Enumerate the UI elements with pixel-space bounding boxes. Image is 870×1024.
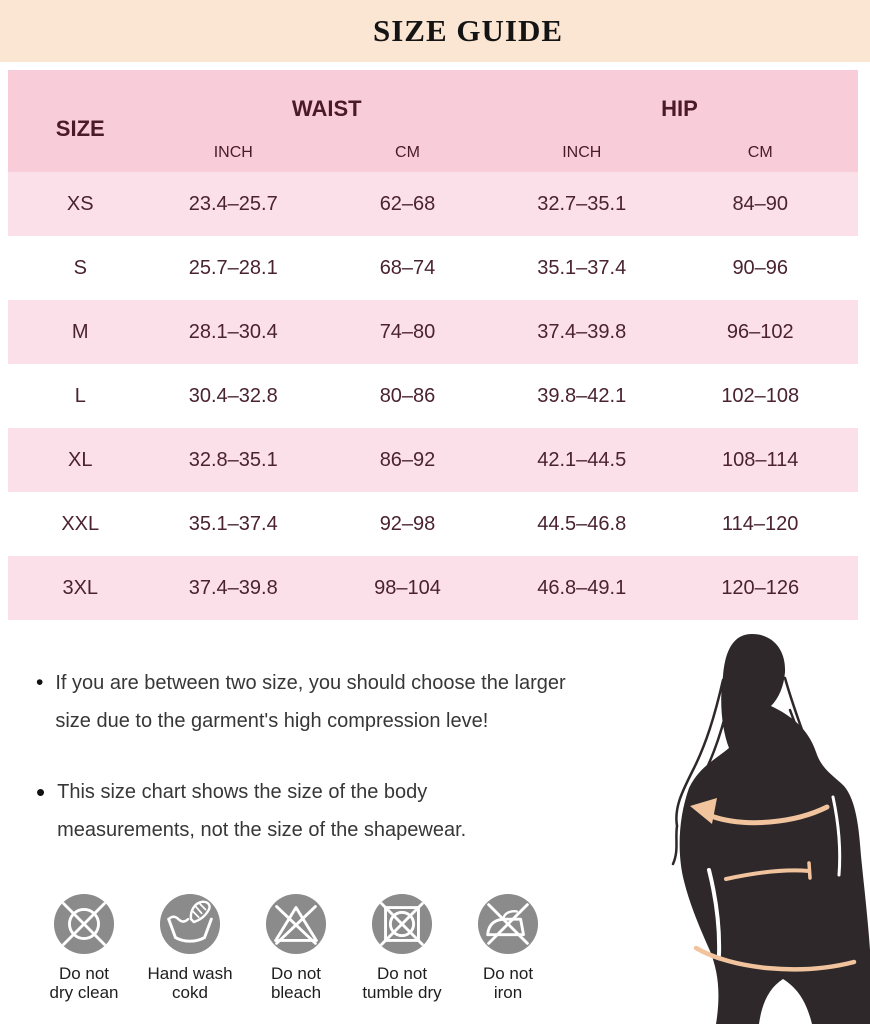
hip-inch-cell: 46.8–49.1: [537, 576, 627, 599]
waist-cm-cell: 68–74: [379, 256, 436, 279]
note-line: If you are between two size, you should choose the larger: [55, 672, 566, 694]
care-item: [31, 893, 137, 1002]
bullet-icon: •: [36, 777, 46, 807]
hip-inch-cell: 39.8–42.1: [537, 384, 627, 407]
do-not-dry-clean-icon: [53, 893, 115, 955]
table-row: [8, 364, 858, 428]
care-label-line: iron: [493, 983, 523, 1002]
note-between-sizes: [36, 664, 636, 740]
waist-inch-cell: 23.4–25.7: [188, 192, 278, 215]
waist-cm-cell: 74–80: [379, 320, 436, 343]
waist-inch-cell: 35.1–37.4: [188, 512, 278, 535]
do-not-bleach-icon: [265, 893, 327, 955]
page-title: SIZE GUIDE: [372, 13, 564, 48]
table-row: [8, 492, 858, 556]
waist-inch-cell: 25.7–28.1: [188, 256, 278, 279]
size-cell: S: [73, 256, 87, 279]
size-cell: L: [74, 384, 86, 407]
column-group-hip: HIP: [661, 96, 698, 121]
size-cell: XS: [66, 192, 94, 215]
table-body: [8, 172, 858, 620]
care-item: [349, 893, 455, 1002]
table-row: [8, 300, 858, 364]
hip-inch-cell: 37.4–39.8: [537, 320, 627, 343]
hip-inch-cell: 44.5–46.8: [537, 512, 627, 535]
unit-header-waist-cm: CM: [395, 144, 420, 161]
size-cell: M: [71, 320, 89, 343]
hip-cm-cell: 120–126: [721, 576, 800, 599]
do-not-tumble-dry-icon: [371, 893, 433, 955]
waist-inch-cell: 37.4–39.8: [188, 576, 278, 599]
table-row: [8, 428, 858, 492]
care-label-line: Do not: [482, 964, 534, 983]
unit-header-hip-cm: CM: [747, 144, 773, 161]
hip-cm-cell: 114–120: [722, 512, 799, 535]
care-label-line: Do not: [58, 964, 110, 983]
hip-inch-cell: 32.7–35.1: [537, 192, 627, 215]
waist-cm-cell: 98–104: [374, 576, 441, 599]
hip-cm-cell: 96–102: [726, 320, 794, 343]
table-header: [8, 70, 858, 172]
care-item: [137, 893, 243, 1002]
note-line: size due to the garment's high compression leve!: [55, 710, 489, 732]
care-item: [455, 893, 561, 1002]
care-instructions: [31, 893, 561, 1002]
hip-inch-cell: 42.1–44.5: [537, 448, 627, 471]
waist-cm-cell: 62–68: [379, 192, 436, 215]
size-cell: 3XL: [62, 576, 99, 599]
hip-cm-cell: 90–96: [732, 256, 789, 279]
size-cell: XXL: [61, 512, 100, 535]
waist-cm-cell: 92–98: [379, 512, 436, 535]
waist-cm-cell: 86–92: [379, 448, 436, 471]
care-label-line: bleach: [270, 983, 322, 1002]
bullet-icon: •: [36, 671, 44, 694]
notes-section: [36, 664, 636, 882]
care-label-line: Do not: [270, 964, 322, 983]
column-header-size: SIZE: [55, 116, 105, 141]
size-cell: XL: [68, 448, 93, 471]
table-row: [8, 236, 858, 300]
waist-inch-cell: 32.8–35.1: [188, 448, 278, 471]
waist-inch-cell: 28.1–30.4: [188, 320, 278, 343]
waist-cm-cell: 80–86: [379, 384, 436, 407]
care-label-line: tumble dry: [362, 983, 442, 1002]
table-row: [8, 172, 858, 236]
unit-header-hip-inch: INCH: [562, 144, 602, 161]
table-row: [8, 556, 858, 620]
hip-cm-cell: 108–114: [722, 448, 799, 471]
care-label-line: cokd: [172, 983, 208, 1002]
hip-cm-cell: 102–108: [721, 384, 800, 407]
title-band: [0, 0, 870, 62]
female-body-silhouette: [620, 620, 870, 1024]
size-table: [8, 70, 858, 620]
do-not-iron-icon: [477, 893, 539, 955]
care-label-line: Hand wash: [147, 964, 233, 983]
unit-header-waist-inch: INCH: [213, 144, 253, 161]
care-label-line: Do not: [376, 964, 428, 983]
note-line: measurements, not the size of the shapewear.: [57, 819, 467, 841]
column-group-waist: WAIST: [291, 96, 362, 121]
care-item: [243, 893, 349, 1002]
hand-wash-icon: [159, 893, 221, 955]
note-body-measurements: [36, 773, 636, 849]
note-line: This size chart shows the size of the body: [57, 781, 428, 803]
care-label-line: dry clean: [49, 983, 119, 1002]
waist-inch-cell: 30.4–32.8: [188, 384, 278, 407]
hip-cm-cell: 84–90: [732, 192, 789, 215]
hip-inch-cell: 35.1–37.4: [537, 256, 627, 279]
